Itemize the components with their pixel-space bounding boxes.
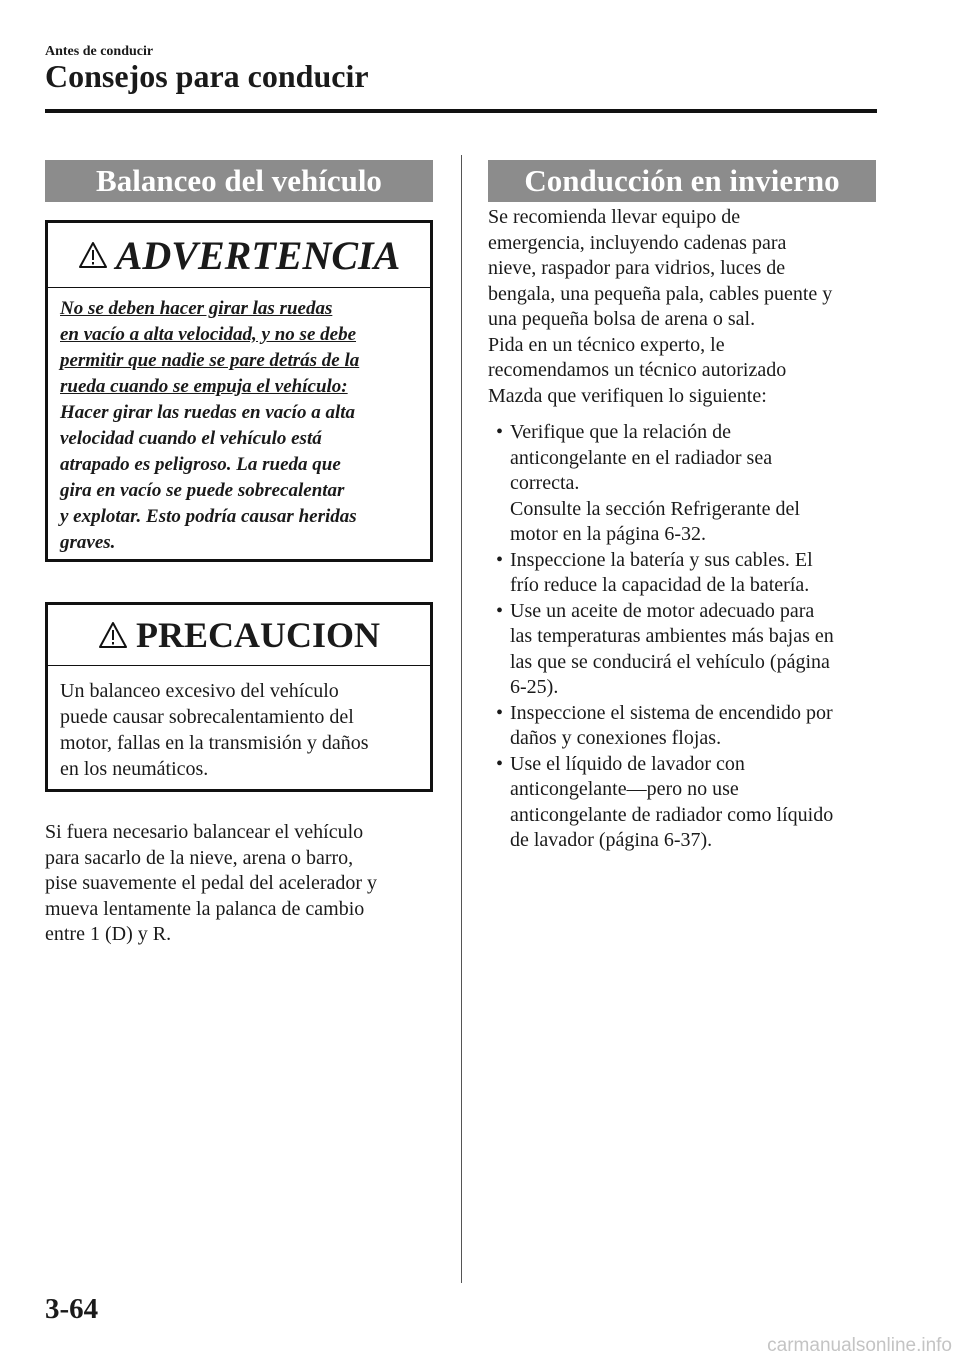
winter-checklist (490, 420, 890, 854)
bullet-marker: • (496, 701, 504, 724)
section-banner-winter: Conducción en invierno (488, 160, 876, 202)
caution-box (45, 602, 433, 792)
bullet-marker: • (496, 752, 504, 775)
page-title: Consejos para conducir (45, 58, 369, 94)
warning-title: ADVERTENCIA (115, 232, 401, 278)
warning-line: rueda cuando se empuja el vehículo: (60, 376, 348, 397)
warning-line: atrapado es peligroso. La rueda que (60, 454, 341, 475)
intro-line: bengala, una pequeña pala, cables puente y (488, 282, 833, 305)
warning-line: Hacer girar las ruedas en vacío a alta (60, 402, 356, 423)
bullet-marker: • (496, 421, 504, 443)
list-item-line: Use un aceite de motor adecuado para (510, 599, 815, 622)
page-number: 3-64 (45, 1293, 99, 1325)
bullet-marker: • (496, 599, 504, 622)
warning-line: gira en vacío se puede sobrecalentar (60, 480, 345, 501)
caution-header (48, 605, 430, 666)
list-item-line: las que se conducirá el vehículo (página (510, 650, 830, 673)
warning-header (48, 223, 430, 288)
intro-line: Pida en un técnico experto, le (488, 333, 725, 356)
list-item-line: Verifique que la relación de (510, 421, 732, 443)
section-kicker: Antes de conducir (45, 44, 154, 59)
list-item-line: daños y conexiones flojas. (510, 727, 722, 749)
list-item-line: anticongelante en el radiador sea (510, 446, 773, 469)
list-item-line: las temperaturas ambientes más bajas en (510, 625, 834, 647)
list-item-line: correcta. (510, 472, 580, 494)
warning-triangle-icon (98, 621, 128, 649)
paragraph-line: mueva lentamente la palanca de cambio (45, 897, 365, 920)
warning-box (45, 220, 433, 562)
section-banner-rocking: Balanceo del vehículo (45, 160, 433, 202)
warning-line: graves. (60, 532, 116, 553)
paragraph-line: pise suavemente el pedal del acelerador y (45, 872, 378, 894)
list-item-line: Inspeccione el sistema de encendido por (510, 701, 833, 724)
caution-line: puede causar sobrecalentamiento del (60, 706, 354, 728)
watermark: carmanualsonline.info (767, 1335, 952, 1356)
paragraph-line: entre 1 (D) y R. (45, 923, 172, 945)
intro-line: Mazda que verifiquen lo siguiente: (488, 384, 767, 407)
list-item-line: motor en la página 6-32. (510, 523, 707, 545)
paragraph-line: para sacarlo de la nieve, arena o barro, (45, 846, 354, 869)
intro-line: Se recomienda llevar equipo de (488, 206, 741, 228)
list-item (490, 420, 890, 548)
list-item-line: anticongelante—pero no use (510, 778, 739, 800)
intro-line: nieve, raspador para vidrios, luces de (488, 257, 786, 279)
list-item-line: frío reduce la capacidad de la batería. (510, 574, 810, 596)
caution-line: Un balanceo excesivo del vehículo (60, 680, 339, 702)
list-item-line: Inspeccione la batería y sus cables. El (510, 548, 813, 571)
caution-line: en los neumáticos. (60, 758, 209, 780)
caution-title: PRECAUCION (135, 615, 380, 655)
winter-intro (488, 205, 888, 409)
warning-line: en vacío a alta velocidad, y no se debe (60, 324, 357, 345)
intro-line: recomendamos un técnico autorizado (488, 359, 787, 381)
list-item-line: Use el líquido de lavador con (510, 752, 745, 775)
list-item (490, 548, 890, 599)
list-item-line: anticongelante de radiador como líquido (510, 803, 834, 826)
caution-line: motor, fallas en la transmisión y daños (60, 732, 369, 754)
list-item-line: 6-25). (510, 676, 559, 698)
column-divider (461, 155, 462, 1283)
warning-line: y explotar. Esto podría causar heridas (60, 506, 357, 527)
list-item-line: Consulte la sección Refrigerante del (510, 497, 800, 520)
warning-triangle-icon (78, 241, 108, 269)
paragraph-line: Si fuera necesario balancear el vehículo (45, 821, 364, 843)
intro-line: emergencia, incluyendo cadenas para (488, 231, 787, 254)
list-item (490, 701, 890, 752)
intro-line: una pequeña bolsa de arena o sal. (488, 308, 756, 330)
caution-body (48, 666, 430, 782)
list-item (490, 599, 890, 701)
bullet-marker: • (496, 548, 504, 571)
list-item (490, 752, 890, 854)
rocking-paragraph (45, 820, 435, 948)
warning-line: No se deben hacer girar las ruedas (60, 298, 333, 319)
warning-body (48, 288, 430, 556)
header-rule (45, 109, 877, 113)
list-item-line: de lavador (página 6-37). (510, 829, 713, 851)
warning-line: permitir que nadie se pare detrás de la (60, 350, 360, 371)
warning-line: velocidad cuando el vehículo está (60, 428, 322, 449)
